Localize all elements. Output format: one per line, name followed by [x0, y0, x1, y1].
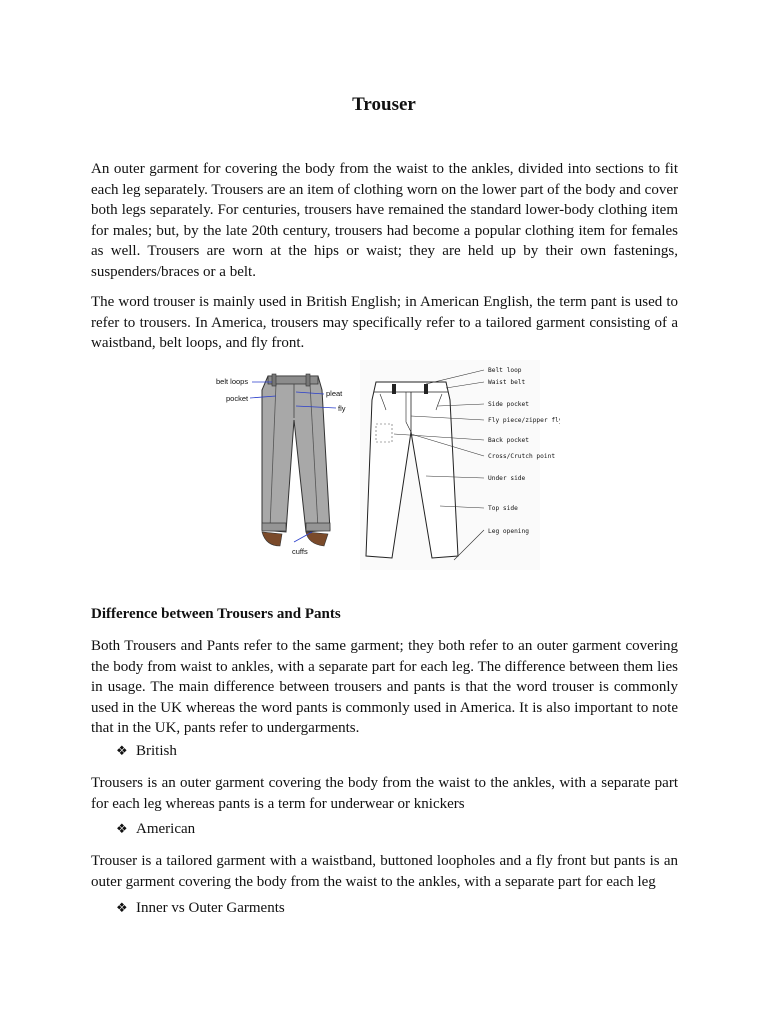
bullet-label: British [136, 743, 177, 759]
bullet-british [116, 743, 177, 760]
bullet-inner-outer [116, 900, 285, 917]
label-crutch-point: Cross/Crutch point [488, 453, 556, 460]
intro-paragraph: An outer garment for covering the body from the waist to the ankles, divided into sections to fit each leg separately. Trousers are an item of clothing worn on the lower part of the body and cover both legs separately. For centuries, trousers have remained the standard lower-body clothing item for males; but, by the late 20th century, trousers had become a popular clothing item for females as well. Trousers are worn at the hips or waist; they are held up by their own fastenings, suspenders/braces or a belt. [91, 161, 678, 280]
label-belt-loop: Belt loop [488, 367, 522, 374]
trouser-diagram-figure [210, 360, 560, 570]
label-top-side: Top side [488, 505, 518, 512]
diamond-bullet-icon: ❖ [116, 743, 128, 758]
trouser-technical-drawing [360, 360, 540, 570]
label-belt-loops: belt loops [216, 377, 249, 386]
american-paragraph: Trouser is a tailored garment with a waistband, buttoned loopholes and a fly front but pants is an outer garment covering the body from the waist to the ankles, with a separate part for each leg [91, 853, 678, 890]
usage-paragraph: The word trouser is mainly used in British English; in American English, the term pant is used to refer to trousers. In America, trousers may specifically refer to a tailored garment consisting of a waistband, belt loops, and fly front. [91, 294, 678, 351]
label-back-pocket: Back pocket [488, 437, 529, 444]
british-paragraph: Trousers is an outer garment covering the body from the waist to the ankles, with a separate part for each leg whereas pants is a term for underwear or knickers [91, 775, 678, 812]
bullet-label: Inner vs Outer Garments [136, 900, 285, 916]
label-fly-piece: Fly piece/zipper fly [488, 417, 560, 424]
label-pocket: pocket [226, 394, 249, 403]
label-side-pocket: Side pocket [488, 401, 529, 408]
label-waist-belt: Waist belt [488, 379, 526, 386]
bullet-label: American [136, 821, 196, 837]
diamond-bullet-icon: ❖ [116, 900, 128, 915]
section-heading: Difference between Trousers and Pants [91, 606, 341, 622]
label-under-side: Under side [488, 475, 526, 482]
bullet-american [116, 821, 195, 838]
label-pleat: pleat [326, 389, 343, 398]
diamond-bullet-icon: ❖ [116, 821, 128, 836]
label-leg-opening: Leg opening [488, 528, 529, 535]
label-cuffs: cuffs [292, 547, 308, 556]
difference-paragraph: Both Trousers and Pants refer to the same garment; they both refer to an outer garment covering the body from waist to ankles, with a separate part for each leg. The difference between them lies in usage. The main difference between trousers and pants is that the word trouser is commonly used in the UK whereas the word pants is commonly used in America. It is also important to note that in the UK, pants refer to undergarments. [91, 638, 678, 736]
page-title: Trouser [352, 94, 416, 115]
label-fly: fly [338, 404, 346, 413]
trouser-illustration [262, 374, 330, 546]
